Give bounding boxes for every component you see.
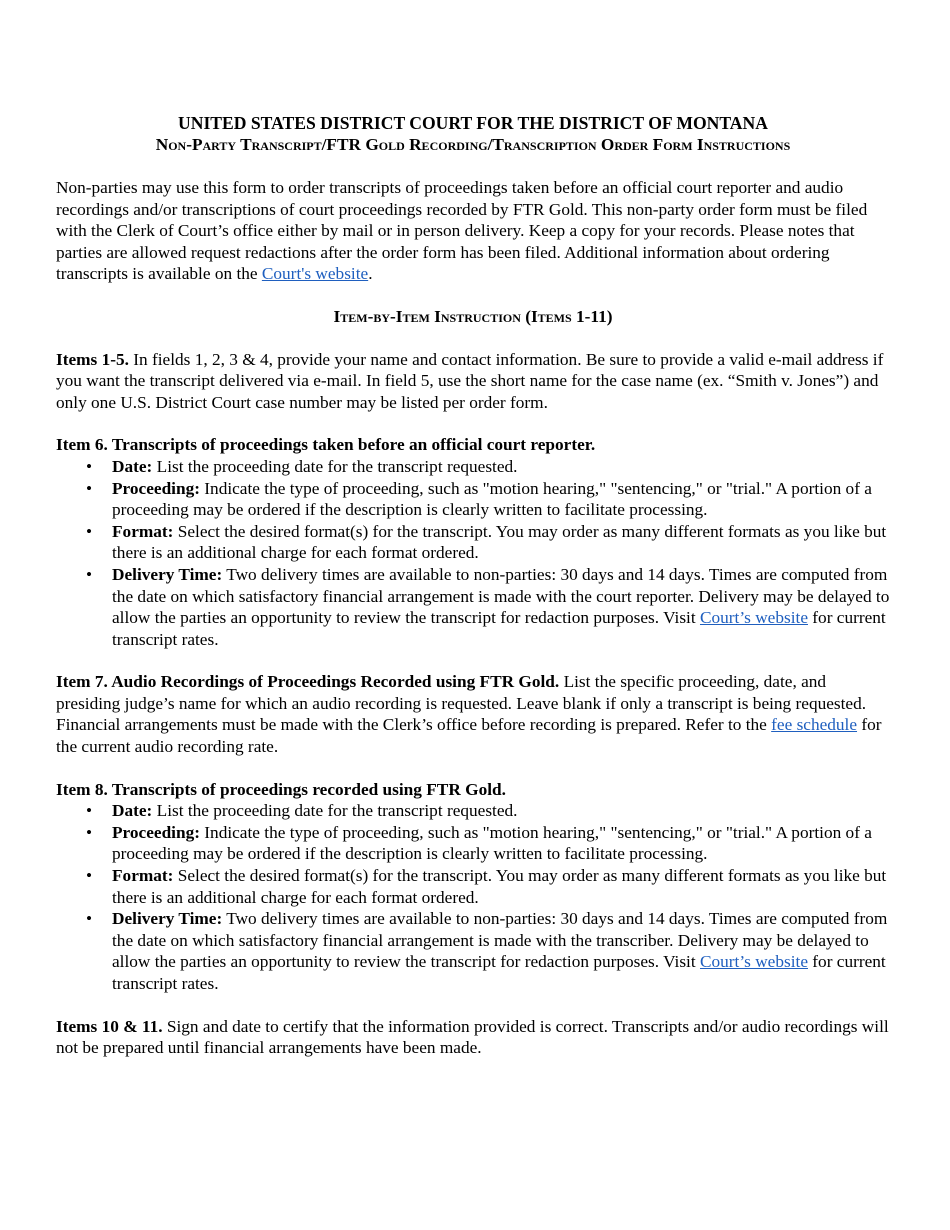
bullet-label: Date:	[112, 456, 153, 476]
bullet-label: Format:	[112, 521, 174, 541]
list-item	[56, 456, 890, 478]
item-7-text: List the specific proceeding, date, and presiding judge’s name for which an audio recording is requested. Leave blank if only a transcript is being requested. Financial arrangements must be made with the Clerk’s office before recording is prepared. Refer to the	[56, 672, 867, 735]
bullet-icon: •	[86, 866, 93, 886]
items-1-5-text: In fields 1, 2, 3 & 4, provide your name and contact information. Be sure to provide a valid e-mail address if you want the transcript delivered via e-mail. In field 5, use the short name for the case name (ex. “Smith v. Jones”) and only one U.S. District Court case number may be listed per order form.	[56, 349, 884, 412]
bullet-text: Select the desired format(s) for the transcript. You may order as many different formats as you like but there is an additional charge for each format ordered.	[112, 866, 887, 907]
item-7-paragraph	[56, 671, 890, 757]
items-1-5-paragraph	[56, 349, 890, 414]
items-1-5-label: Items 1-5.	[56, 349, 129, 369]
bullet-icon: •	[86, 521, 93, 541]
bullet-label: Delivery Time:	[112, 564, 223, 584]
item-7-after: for the current audio recording rate.	[56, 715, 882, 757]
item-8-heading	[56, 779, 890, 801]
list-item	[56, 800, 890, 822]
court-title: UNITED STATES DISTRICT COURT FOR THE DISTRICT OF MONTANA	[178, 113, 768, 133]
bullet-label: Proceeding:	[112, 478, 200, 498]
court-website-link[interactable]: Court’s website	[699, 952, 808, 972]
item-6-heading	[56, 434, 890, 456]
bullet-icon: •	[86, 909, 93, 929]
bullet-after: for current transcript rates.	[112, 952, 886, 993]
list-item	[56, 865, 890, 908]
item-8-list	[56, 800, 890, 994]
bullet-text: Select the desired format(s) for the transcript. You may order as many different formats as you like but there is an additional charge for each format ordered.	[112, 521, 887, 563]
bullet-text: List the proceeding date for the transcript requested.	[152, 456, 518, 476]
list-item	[56, 908, 890, 994]
item-7-label: Item 7. Audio Recordings of Proceedings Recorded using FTR Gold.	[56, 672, 560, 692]
bullet-icon: •	[86, 822, 93, 842]
court-website-link[interactable]: Court’s website	[699, 608, 808, 628]
bullet-label: Date:	[112, 801, 153, 821]
bullet-text: Two delivery times are available to non-parties: 30 days and 14 days. Times are computed from the date on which satisfactory financial arrangement is made with the transcriber. Delivery may be delayed to allow the parties an opportunity to review the transcript for redaction purposes. Visit	[112, 909, 888, 972]
list-item	[56, 822, 890, 865]
items-10-11-paragraph	[56, 1016, 890, 1059]
bullet-icon: •	[86, 456, 93, 476]
form-subtitle: Non-Party Transcript/FTR Gold Recording/Transcription Order Form Instructions	[155, 135, 791, 154]
list-item	[56, 478, 890, 521]
bullet-icon: •	[86, 564, 93, 584]
bullet-text: Two delivery times are available to non-parties: 30 days and 14 days. Times are computed from the date on which satisfactory financial arrangement is made with the court reporter. Delivery may be delayed to allow the parties an opportunity to review the transcript for redaction purposes. Visit	[112, 564, 890, 628]
bullet-label: Format:	[112, 866, 174, 886]
bullet-icon: •	[86, 801, 93, 821]
items-10-11-text: Sign and date to certify that the information provided is correct. Transcripts and/or audio recordings will not be prepared until financial arrangements have been made.	[56, 1016, 889, 1058]
bullet-text: List the proceeding date for the transcript requested.	[152, 801, 518, 821]
intro-paragraph	[56, 177, 890, 285]
bullet-after: for current transcript rates.	[112, 608, 886, 649]
items-10-11-label: Items 10 & 11.	[56, 1016, 163, 1036]
intro-text: Non-parties may use this form to order transcripts of proceedings taken before an official court reporter and audio recordings and/or transcriptions of court proceedings recorded by FTR Gold. This non-party order form must be filed with the Clerk of Court’s office either by mail or in person delivery. Keep a copy for your records. Please notes that parties are allowed request redactions after the order form has been filed. Additional information about ordering transcripts is available on the	[56, 178, 868, 284]
list-item	[56, 564, 890, 650]
court-website-link[interactable]: Court's website	[261, 264, 369, 284]
intro-after: .	[368, 264, 373, 284]
bullet-label: Delivery Time:	[112, 909, 223, 929]
bullet-text: Indicate the type of proceeding, such as "motion hearing," "sentencing," or "trial." A portion of a proceeding may be ordered if the description is clearly written to facilitate processing.	[112, 822, 872, 864]
bullet-icon: •	[86, 478, 93, 498]
bullet-text: Indicate the type of proceeding, such as "motion hearing," "sentencing," or "trial." A portion of a proceeding may be ordered if the description is clearly written to facilitate processing.	[112, 478, 872, 520]
instructions-page	[56, 113, 890, 1059]
fee-schedule-link[interactable]: fee schedule	[771, 715, 858, 735]
bullet-label: Proceeding:	[112, 822, 200, 842]
section-heading: Item-by-Item Instruction (Items 1-11)	[333, 306, 613, 326]
list-item	[56, 521, 890, 564]
item-6-heading-text: Item 6. Transcripts of proceedings taken before an official court reporter.	[56, 435, 596, 455]
item-6-list	[56, 456, 890, 650]
item-8-heading-text: Item 8. Transcripts of proceedings recorded using FTR Gold.	[56, 779, 506, 799]
